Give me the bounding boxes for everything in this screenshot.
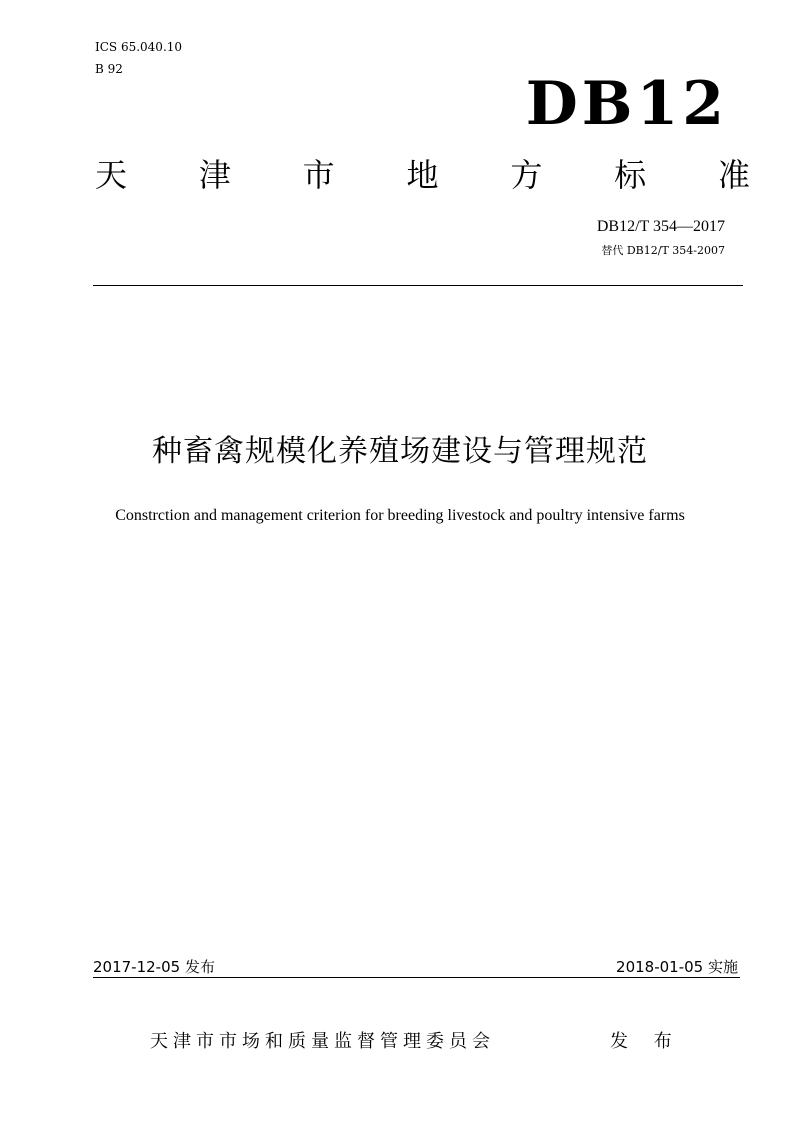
document-title-english: Constrction and management criterion for breeding livestock and poultry intensive farms: [115, 507, 685, 524]
standard-number: DB12/T 354—2017: [596, 218, 725, 235]
replaces-note: 替代 DB12/T 354-2007: [601, 244, 725, 257]
standard-type-char: 津: [198, 156, 231, 194]
publish-label: 发 布: [610, 1031, 682, 1052]
standard-type-char: 准: [717, 156, 750, 194]
classification-code: B 92: [95, 62, 123, 76]
standard-logo: DB12: [525, 69, 728, 139]
standard-type-char: 市: [302, 156, 335, 194]
standard-type-char: 天: [95, 156, 128, 194]
issue-date: 2017-12-05 发布: [93, 958, 215, 976]
footer-divider: [93, 977, 740, 978]
header-divider: [93, 285, 743, 286]
standard-type-char: 标: [614, 156, 647, 194]
ics-code: ICS 65.040.10: [95, 40, 183, 54]
issuing-authority: 天津市市场和质量监督管理委员会: [150, 1031, 495, 1052]
standard-type-char: 方: [510, 156, 543, 194]
effective-date: 2018-01-05 实施: [616, 958, 738, 976]
standard-type-char: 地: [406, 156, 439, 194]
document-title: 种畜禽规模化养殖场建设与管理规范: [152, 434, 648, 469]
standard-type: [95, 155, 750, 195]
